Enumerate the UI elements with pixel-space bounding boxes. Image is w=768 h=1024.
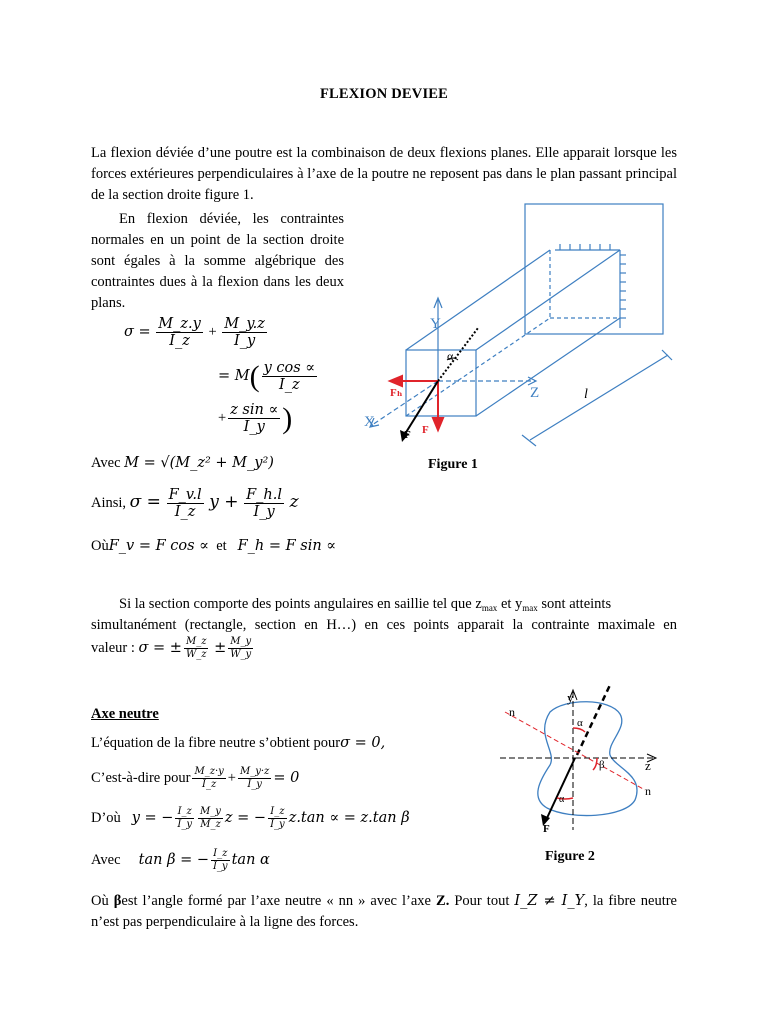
figure-1-caption: Figure 1 (428, 457, 478, 472)
fig2-label-alpha-bottom: α (559, 794, 565, 805)
ainsi-line: Ainsi, σ = $\frac{F\_v.l}{I\_z}$ y + $\frac{F\_h.l}{I\_y}$ z (91, 487, 299, 520)
fig1-label-f-red: F (422, 424, 429, 436)
axe-line-4: Avec tan β = − $\frac{I\_z}{I\_y}$ tan α (91, 848, 270, 872)
fig2-label-n-top: n (509, 705, 515, 719)
sigma-max-line: valeur : σ = ± $\frac{M\_z}{W\_z}$ ± $\frac{M\_y}{W\_y}$ (91, 636, 252, 660)
figure-2-caption: Figure 2 (545, 849, 595, 864)
section-heading-axe-neutre: Axe neutre (91, 706, 159, 722)
page-title: FLEXION DEVIEE (319, 86, 449, 102)
fig1-label-fh: Fₕ (390, 387, 403, 399)
fig2-label-alpha-top: α (577, 717, 583, 729)
fig2-label-n-bottom: n (645, 784, 651, 798)
fig2-label-y: y (567, 690, 574, 705)
fig1-label-x: X (364, 414, 375, 430)
figure-1-diagram (350, 200, 680, 485)
fig1-label-l: l (584, 387, 588, 402)
ou-fv-line: OùF_v = F cos ∝ et F_h = F sin ∝ (91, 538, 337, 554)
conclusion-paragraph-2: n’est pas perpendiculaire à la ligne des forces. (91, 914, 359, 930)
fig2-label-f: F (543, 823, 550, 835)
fig1-label-f: F (404, 429, 411, 441)
fig1-label-z: Z (530, 385, 540, 401)
fig2-label-beta: β (599, 759, 605, 771)
fig1-section (406, 350, 476, 416)
fig2-label-z: z (645, 758, 651, 773)
paragraph-points-angulaires-2: simultanément (rectangle, section en H…) en ces points apparait la contrainte maximale en (91, 617, 677, 633)
paragraph-points-angulaires: Si la section comporte des points angulaires en saillie tel que $z_{max}$ et $y_{max}$ sont atteints (119, 596, 612, 613)
paragraph-contraintes: En flexion déviée, les contraintes normales en un point de la section droite sont égales à la somme algébrique des contraintes dues à la flexion dans les deux plans. (91, 211, 344, 311)
conclusion-paragraph: Où βest l’angle formé par l’axe neutre « nn » avec l’axe Z. Pour tout I_Z ≠ I_Y, la fibre neutre (91, 893, 677, 909)
fig1-wall (525, 204, 663, 334)
fig2-section-outline (538, 702, 637, 816)
sigma-equation: σ = $\frac{M\_z.y}{I\_z}$ + $\frac{M\_y.z}{I\_y}$ (124, 316, 265, 349)
sigma-equation-line2: = M( $\frac{\text{y cos ∝}}{I\_z}$ (218, 360, 316, 394)
axe-line-2: C’est-à-dire pour $\frac{M\_z\cdot y}{I\_z}$ + $\frac{M\_y\cdot z}{I\_y}$ = 0 (91, 766, 300, 790)
sigma-equation-line3: + $\frac{\text{z sin ∝}}{I\_y}$ ) (218, 402, 293, 436)
axe-line-1: L’équation de la fibre neutre s’obtient pourσ = 0, (91, 735, 386, 751)
avec-m-line: Avec M = √(M_z² + M_y²) (91, 455, 274, 471)
intro-paragraph: La flexion déviée d’une poutre est la combinaison de deux flexions planes. Elle apparait lorsque les forces extérieures perpendiculaires à l’axe de la poutre ne reposent pas dans le plan passant principal de la section droite figure 1. (91, 145, 677, 203)
axe-line-3: D’où y = − $\frac{I\_z}{I\_y}$ $\frac{M\_y}{M\_z}$ z = − $\frac{I\_z}{I\_y}$ z.tan ∝ = z.tan β (91, 806, 410, 830)
fig1-label-y: Y (430, 316, 441, 332)
figure-2-diagram (495, 680, 685, 870)
fig1-label-alpha: α (447, 349, 454, 363)
